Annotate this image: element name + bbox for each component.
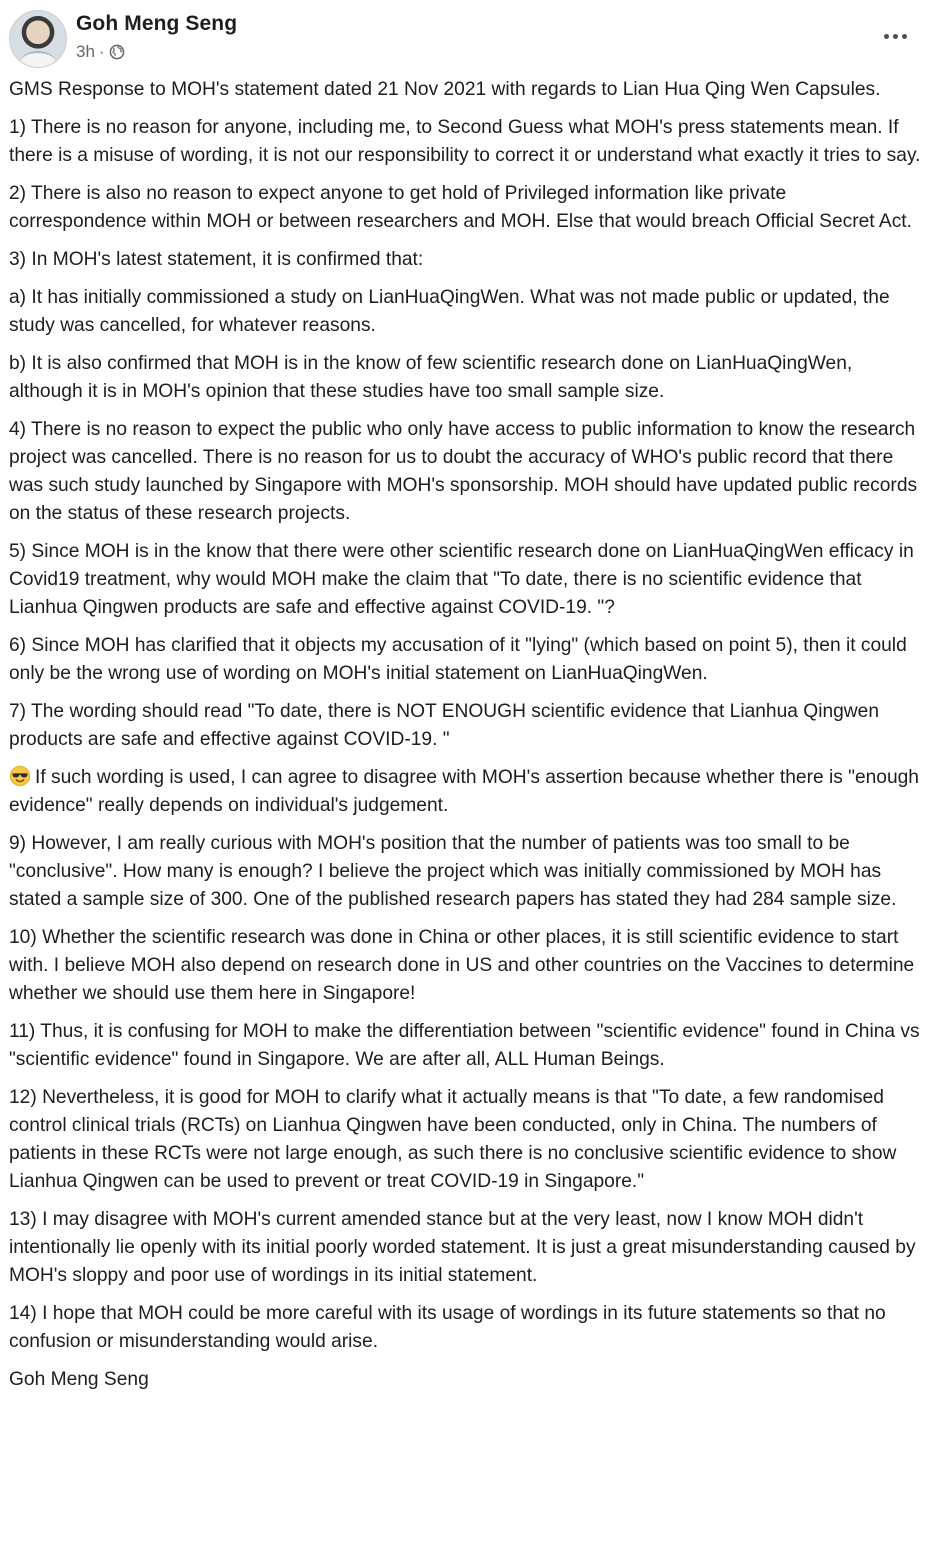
post-paragraph-4: 4) There is no reason to expect the public who only have access to public information to know the research project was cancelled. There is no reason for us to doubt the accuracy of WHO's public record that there was such study launched by Singapore with MOH's sponsorship. MOH should have updated public records on the status of these research projects. bbox=[9, 419, 918, 524]
post-paragraph-title: GMS Response to MOH's statement dated 21 Nov 2021 with regards to Lian Hua Qing Wen Capsules. bbox=[9, 79, 881, 100]
more-options-button[interactable] bbox=[877, 24, 913, 48]
author-name[interactable]: Goh Meng Seng bbox=[76, 12, 238, 35]
post-paragraph-b: b) It is also confirmed that MOH is in the know of few scientific research done on LianHuaQingWen, although it is in MOH's opinion that these studies have too small sample size. bbox=[9, 353, 853, 402]
post-paragraph-7: 7) The wording should read "To date, there is NOT ENOUGH scientific evidence that Lianhua Qingwen products are safe and effective against COVID-19. " bbox=[9, 701, 879, 750]
post-signature: Goh Meng Seng bbox=[9, 1369, 149, 1390]
emoji-paragraph-text: If such wording is used, I can agree to disagree with MOH's assertion because whether there is "enough evidence" really depends on individual's judgement. bbox=[9, 767, 919, 816]
post-paragraph-3: 3) In MOH's latest statement, it is confirmed that: bbox=[9, 249, 424, 270]
meta-separator: · bbox=[98, 42, 105, 61]
globe-icon[interactable] bbox=[109, 44, 125, 60]
post-meta bbox=[76, 42, 125, 62]
more-options-icon bbox=[884, 34, 907, 39]
post-paragraph-12: 12) Nevertheless, it is good for MOH to clarify what it actually means is that "To date, a few randomised control clinical trials (RCTs) on Lianhua Qingwen have been conducted, only in China. The numbers of patients in these RCTs were not large enough, as such there is no conclusive scientific evidence to show Lianhua Qingwen can be used to prevent or treat COVID-19 in Singapore." bbox=[9, 1087, 897, 1192]
post-header bbox=[8, 8, 919, 68]
post-paragraph-10: 10) Whether the scientific research was done in China or other places, it is still scientific evidence to start with. I believe MOH also depend on research done in US and other countries on the Vaccines to determine whether we should use them here in Singapore! bbox=[9, 927, 915, 1004]
post-paragraph-13: 13) I may disagree with MOH's current amended stance but at the very least, now I know MOH didn't intentionally lie openly with its initial poorly worded statement. It is just a great misunderstanding caused by MOH's sloppy and poor use of wordings in its initial statement. bbox=[9, 1209, 916, 1286]
avatar-shirt bbox=[20, 51, 56, 68]
post-time[interactable]: 3h bbox=[76, 42, 95, 61]
post-paragraph-9: 9) However, I am really curious with MOH's position that the number of patients was too small to be "conclusive". How many is enough? I believe the project which was initially commissioned by MOH has stated a sample size of 300. One of the published research papers has stated they had 284 sample size. bbox=[9, 833, 897, 910]
post-paragraph-1: 1) There is no reason for anyone, including me, to Second Guess what MOH's press statements mean. If there is a misuse of wording, it is not our responsibility to correct it or understand what exactly it tries to say. bbox=[9, 117, 921, 166]
post-content bbox=[9, 76, 921, 1404]
post-paragraph-5: 5) Since MOH is in the know that there were other scientific research done on LianHuaQingWen efficacy in Covid19 treatment, why would MOH make the claim that "To date, there is no scientific evidence that Lianhua Qingwen products are safe and effective against COVID-19. "? bbox=[9, 541, 914, 618]
post-paragraph-14: 14) I hope that MOH could be more careful with its usage of wordings in its future statements so that no confusion or misunderstanding would arise. bbox=[9, 1303, 886, 1352]
post-paragraph-8 bbox=[9, 764, 921, 820]
sunglasses-emoji-icon bbox=[9, 765, 31, 787]
post-paragraph-a: a) It has initially commissioned a study on LianHuaQingWen. What was not made public or updated, the study was cancelled, for whatever reasons. bbox=[9, 287, 890, 336]
post-paragraph-11: 11) Thus, it is confusing for MOH to make the differentiation between "scientific evidence" found in China vs "scientific evidence" found in Singapore. We are after all, ALL Human Beings. bbox=[9, 1021, 920, 1070]
author-avatar[interactable] bbox=[9, 10, 67, 68]
post-paragraph-6: 6) Since MOH has clarified that it objects my accusation of it "lying" (which based on point 5), then it could only be the wrong use of wording on MOH's initial statement on LianHuaQingWen. bbox=[9, 635, 907, 684]
post-paragraph-2: 2) There is also no reason to expect anyone to get hold of Privileged information like private correspondence within MOH or between researchers and MOH. Else that would breach Official Secret Act. bbox=[9, 183, 912, 232]
